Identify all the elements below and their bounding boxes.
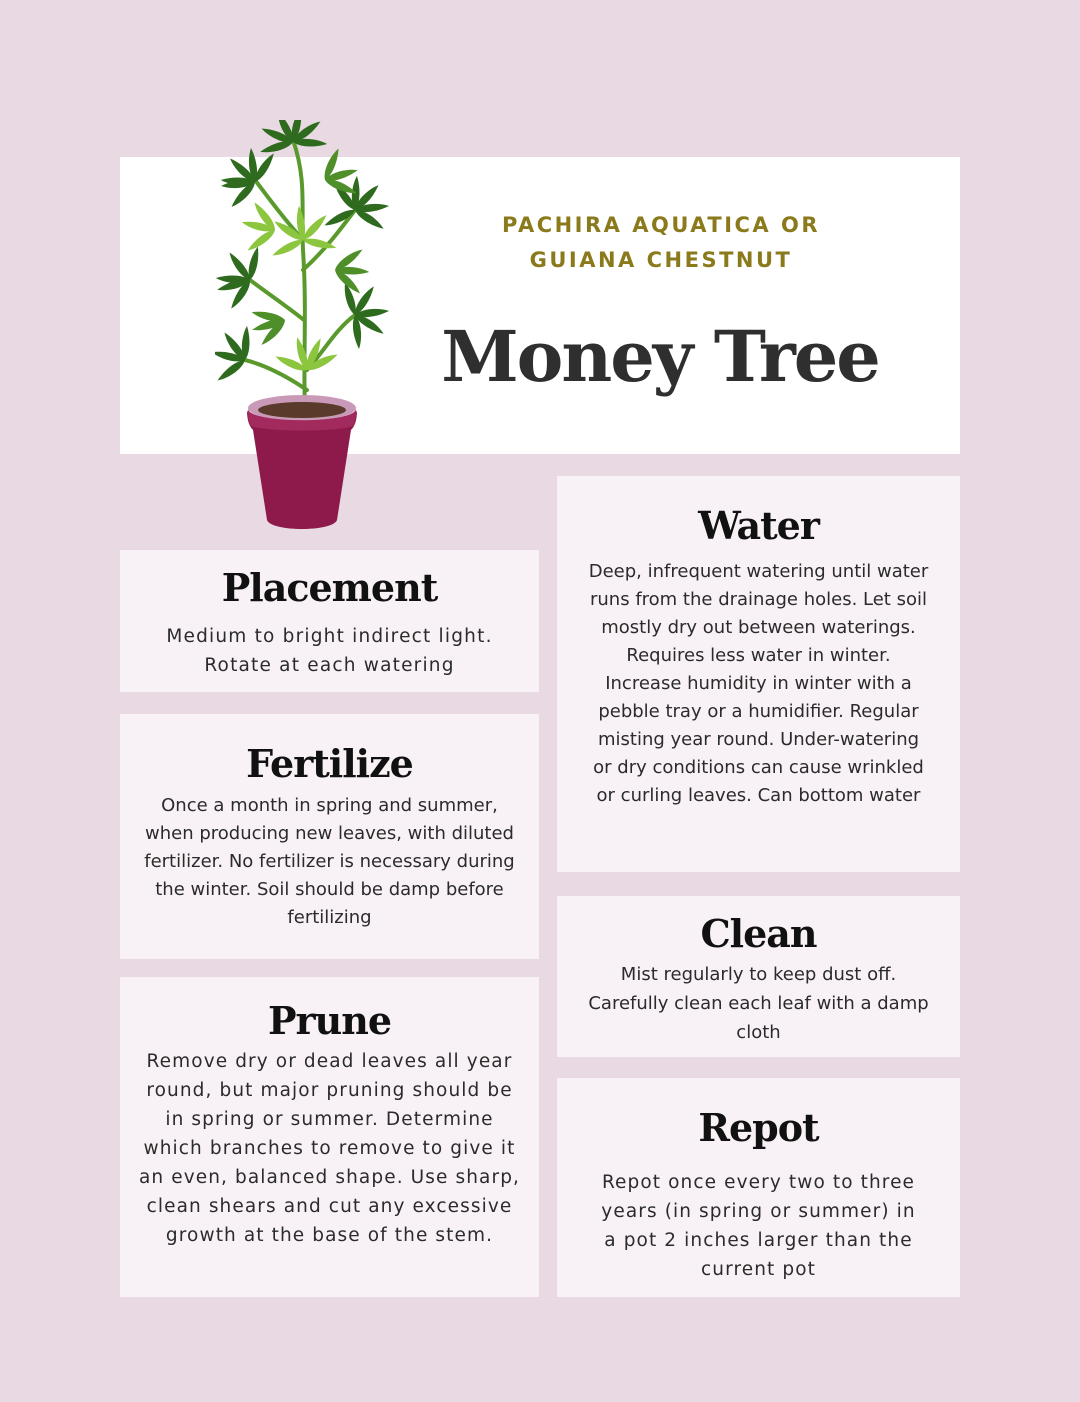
scientific-name <box>495 208 827 278</box>
prune-body: Remove dry or dead leaves all year round, but major pruning should be in spring or summer. Determine which branches to remove to give it an even, balanced shape. Use sharp, clean shears and cut any excessive growth at the base of the stem. <box>138 1051 521 1246</box>
clean-body: Mist regularly to keep dust off. Carefully clean each leaf with a damp cloth <box>588 964 929 1043</box>
prune-heading: Prune <box>267 998 392 1043</box>
clean-heading: Clean <box>700 911 817 956</box>
repot-heading: Repot <box>698 1105 819 1150</box>
placement-card <box>120 550 539 692</box>
fertilize-body: Once a month in spring and summer, when producing new leaves, with diluted fertilizer. No fertilizer is necessary during the winter. Soil should be damp before fertilizing <box>144 795 515 928</box>
subtitle-line-2: GUIANA CHESTNUT <box>529 248 793 272</box>
water-card <box>557 476 960 872</box>
water-body: Deep, infrequent watering until water runs from the drainage holes. Let soil mostly dry out between waterings. Requires less water in winter. Increase humidity in winter with a pebble tray or a humidifier. Regular misting year round. Under-watering or dry conditions can cause wrinkled or curling leaves. Can bottom water <box>588 561 929 806</box>
repot-body: Repot once every two to three years (in spring or summer) in a pot 2 inches larger than the current pot <box>601 1172 916 1280</box>
subtitle-line-1: PACHIRA AQUATICA OR <box>501 213 821 237</box>
potted-plant-icon <box>215 120 395 535</box>
prune-card <box>120 977 539 1297</box>
page-title: Money Tree <box>441 315 879 398</box>
fertilize-card <box>120 714 539 959</box>
fertilize-heading: Fertilize <box>246 741 413 786</box>
placement-body: Medium to bright indirect light. Rotate at each watering <box>166 626 493 676</box>
water-heading: Water <box>698 503 819 548</box>
repot-card <box>557 1078 960 1297</box>
placement-heading: Placement <box>221 565 438 610</box>
clean-card <box>557 896 960 1057</box>
